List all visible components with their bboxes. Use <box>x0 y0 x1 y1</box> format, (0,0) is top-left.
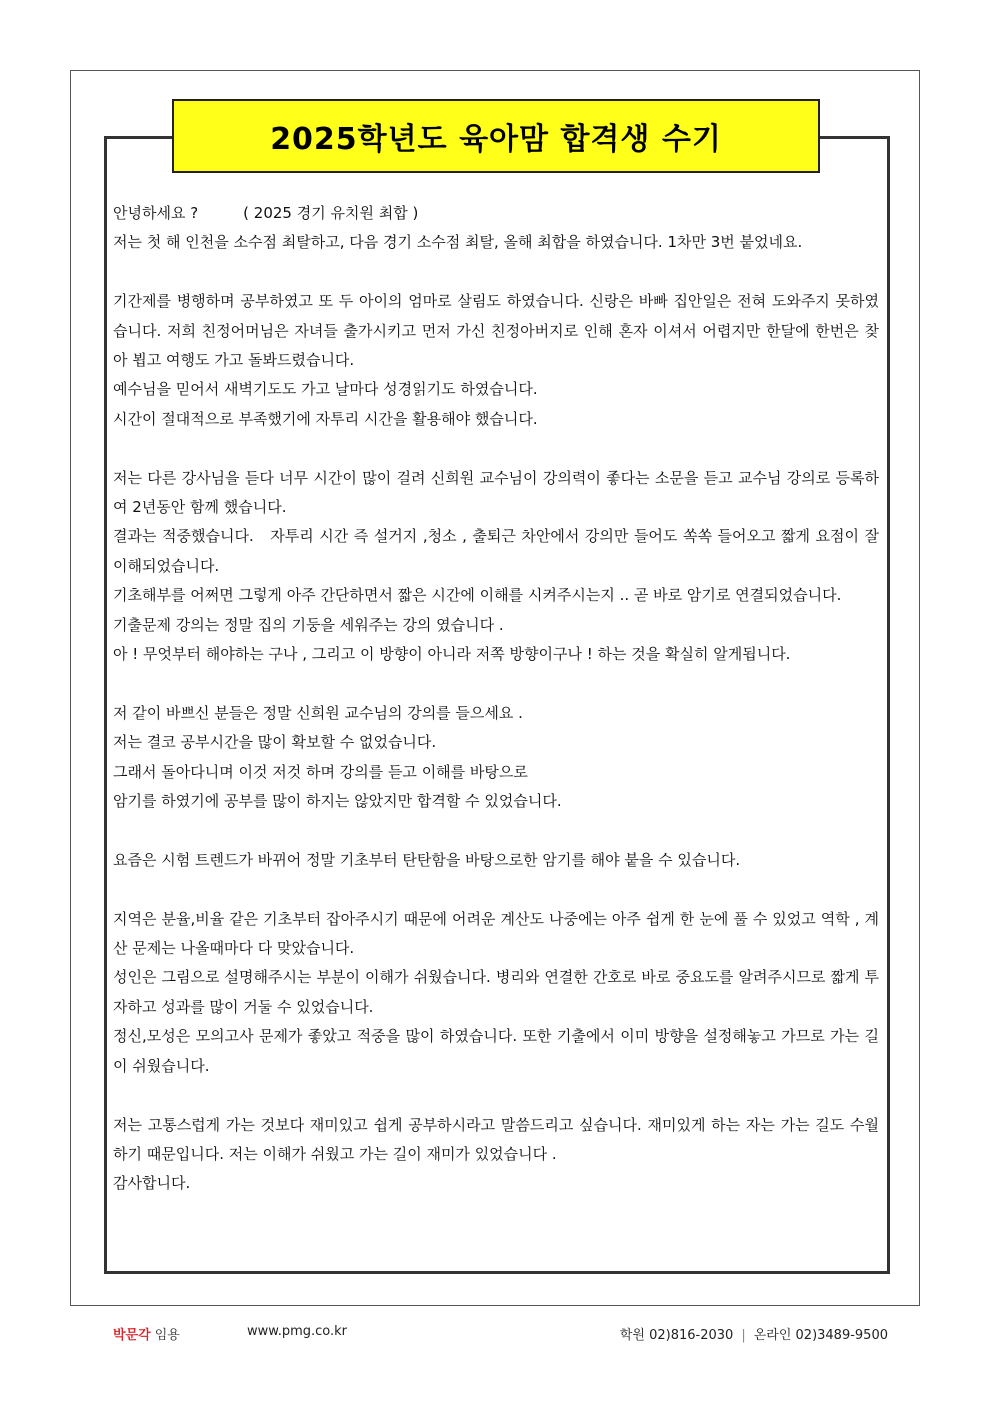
essay-line: 기초해부를 어쩌면 그렇게 아주 간단하면서 짧은 시간에 이해를 시켜주시는지 .. 곧 바로 암기로 연결되었습니다. <box>113 586 842 605</box>
essay-line: 저 같이 바쁘신 분들은 정말 신희원 교수님의 강의를 들으세요 . <box>113 703 523 722</box>
essay-line: 시간이 절대적으로 부족했기에 자투리 시간을 활용해야 했습니다. <box>113 409 538 428</box>
paragraph-gap <box>113 875 879 904</box>
essay-line: 그래서 돌아다니며 이것 저것 하며 강의를 듣고 이해를 바탕으로 <box>113 762 528 781</box>
essay-line: 암기를 하였기에 공부를 많이 하지는 않았지만 합격할 수 있었습니다. <box>113 792 562 811</box>
essay-line: 기출문제 강의는 정말 집의 기둥을 세워주는 강의 였습니다 . <box>113 615 504 634</box>
essay-line: 요즘은 시험 트렌드가 바뀌어 정말 기초부터 탄탄함을 바탕으로한 암기를 해야 붙을 수 있습니다. <box>113 850 741 869</box>
essay-line: 저는 고통스럽게 가는 것보다 재미있고 쉽게 공부하시라고 말씀드리고 싶습니다. 재미있게 하는 자는 가는 길도 수월하기 때문입니다. 저는 이해가 쉬웠고 가는 길이 재미가 있었습니다 . <box>113 1115 879 1163</box>
brand-logo <box>113 1324 180 1343</box>
essay-line: 저는 첫 해 인천을 소수점 최탈하고, 다음 경기 소수점 최탈, 올해 최합을 하였습니다. 1차만 3번 붙었네요. <box>113 233 803 252</box>
academy-phone: 학원 02)816-2030 <box>619 1328 734 1343</box>
footer <box>113 1324 888 1346</box>
essay-line: 저는 다른 강사님을 듣다 너무 시간이 많이 걸려 신희원 교수님이 강의력이 좋다는 소문을 듣고 교수님 강의로 등록하여 2년동안 함께 했습니다. <box>113 468 879 517</box>
essay-line: 안녕하세요 ? ( 2025 경기 유치원 최합 ) <box>113 204 419 222</box>
website-link[interactable]: www.pmg.co.kr <box>247 1324 348 1339</box>
essay-line: 지역은 분율,비율 같은 기초부터 잡아주시기 때문에 어려운 계산도 나중에는 아주 쉽게 한 눈에 풀 수 있었고 역학 , 계산 문제는 나올때마다 다 맞았습니다. <box>113 909 879 958</box>
online-phone: 온라인 02)3489-9500 <box>753 1328 888 1343</box>
essay-line: 결과는 적중했습니다. 자투리 시간 즉 설거지 ,청소 , 출퇴근 차안에서 강의만 들어도 쏙쏙 들어오고 짧게 요점이 잘 이해되었습니다. <box>113 527 879 575</box>
essay-line: 예수님을 믿어서 새벽기도도 가고 날마다 성경읽기도 하였습니다. <box>113 380 538 399</box>
page-title: 2025학년도 육아맘 합격생 수기 <box>270 122 722 157</box>
essay-line: 감사합니다. <box>113 1174 191 1193</box>
logo-brand-text: 박문각 <box>113 1328 151 1343</box>
paragraph-gap <box>113 669 879 698</box>
essay-line: 아 ! 무엇부터 해야하는 구나 , 그리고 이 방향이 아니라 저쪽 방향이구나 ! 하는 것을 확실히 알게됩니다. <box>113 645 791 664</box>
paragraph-gap <box>113 816 879 845</box>
contact-info <box>620 1324 888 1343</box>
logo-sub-text: 임용 <box>154 1328 180 1343</box>
paragraph-gap <box>113 258 879 287</box>
title-banner <box>172 99 820 173</box>
contact-separator: | <box>741 1328 746 1343</box>
essay-line: 저는 결코 공부시간을 많이 확보할 수 없었습니다. <box>113 733 437 752</box>
essay-line: 기간제를 병행하며 공부하였고 또 두 아이의 엄마로 살림도 하였습니다. 신랑은 바빠 집안일은 전혀 도와주지 못하였습니다. 저희 친정어머님은 자녀들 출가시키고 먼저 가신 친정아버지로 인해 혼자 이셔서 어렵지만 한달에 한번은 찾아 뵙고 여행도 가고 돌봐드렸습니다. <box>113 292 879 370</box>
essay-line: 성인은 그림으로 설명해주시는 부분이 이해가 쉬웠습니다. 병리와 연결한 간호로 바로 중요도를 알려주시므로 짧게 투자하고 성과를 많이 거둘 수 있었습니다. <box>113 968 879 1016</box>
paragraph-gap <box>113 1081 879 1110</box>
paragraph-gap <box>113 434 879 463</box>
essay-body <box>113 199 879 1199</box>
essay-line: 정신,모성은 모의고사 문제가 좋았고 적중을 많이 하였습니다. 또한 기출에서 이미 방향을 설정해놓고 가므로 가는 길이 쉬웠습니다. <box>113 1027 879 1075</box>
